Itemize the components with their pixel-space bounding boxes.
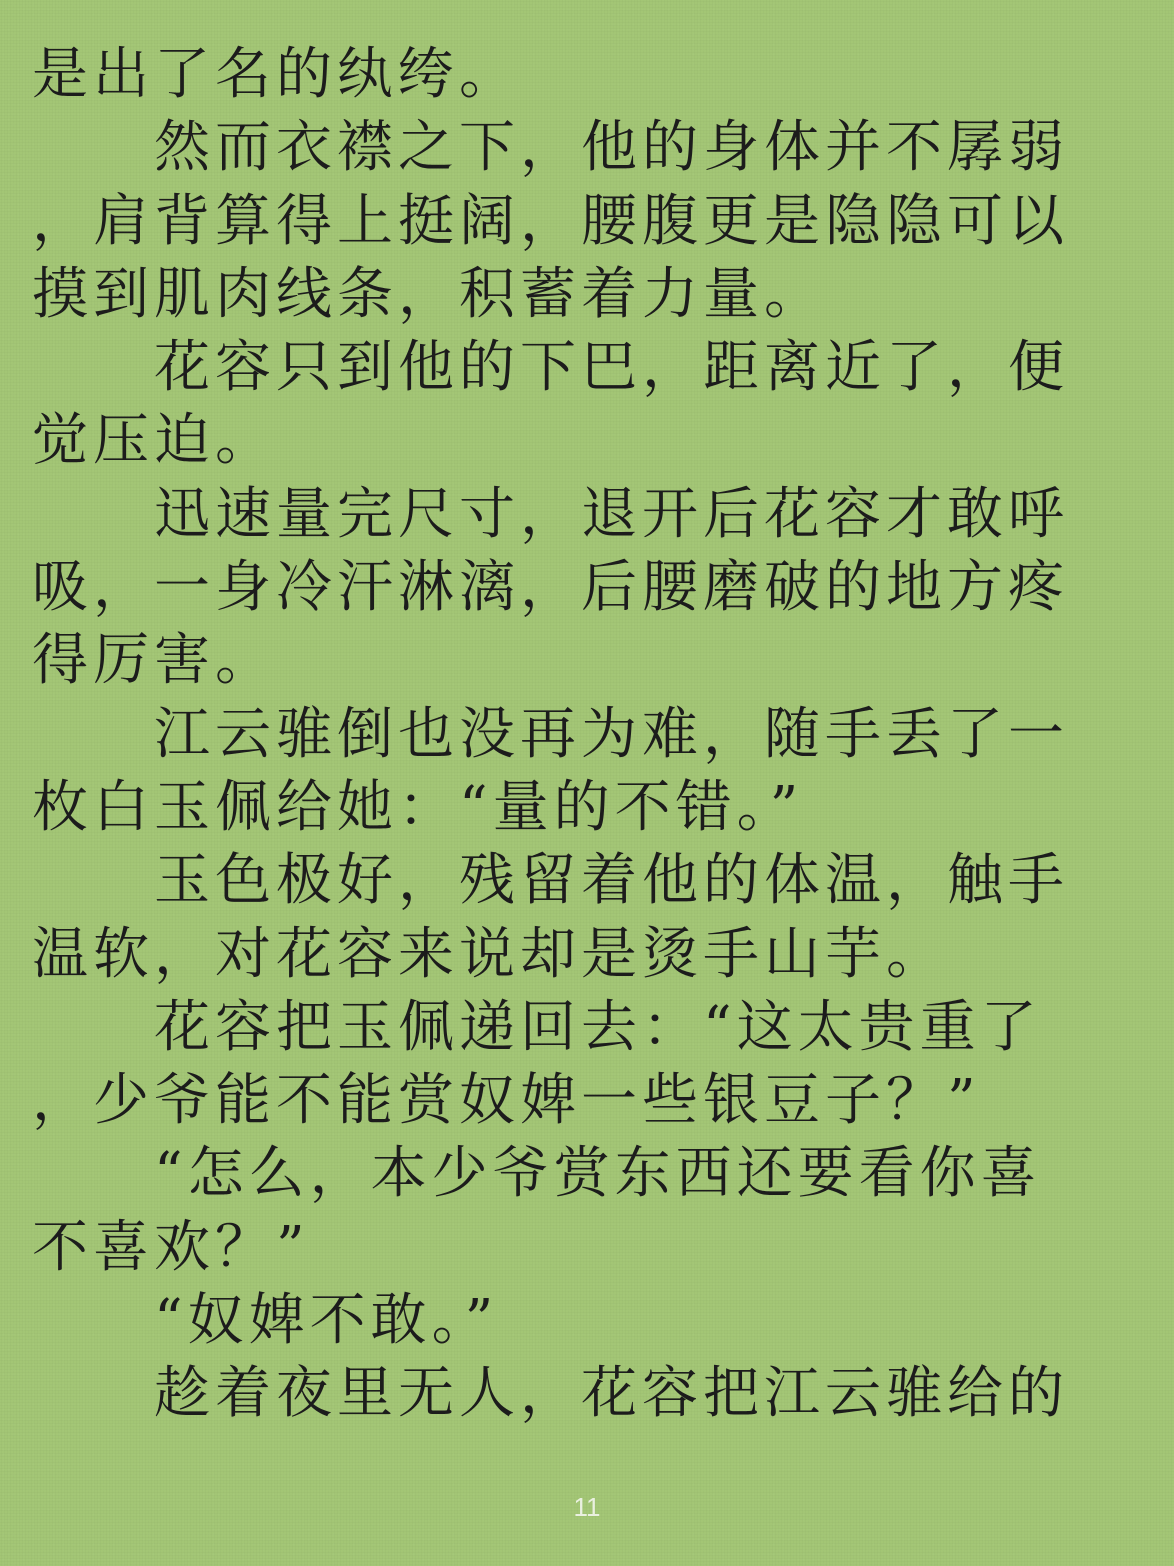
- text-line: ，肩背算得上挺阔，腰腹更是隐隐可以: [32, 188, 1069, 254]
- text-line: 花容把玉佩递回去：“这太贵重了: [32, 994, 1042, 1060]
- text-line: 得厉害。: [32, 628, 276, 694]
- text-line: 趁着夜里无人，花容把江云骓给的: [32, 1361, 1069, 1427]
- text-line: 吸，一身冷汗淋漓，后腰磨破的地方疼: [32, 555, 1069, 621]
- text-line: “怎么，本少爷赏东西还要看你喜: [32, 1141, 1042, 1207]
- text-line: 然而衣襟之下，他的身体并不孱弱: [32, 115, 1069, 181]
- text-line: 是出了名的纨绔。: [32, 42, 520, 107]
- text-block: [32, 38, 1142, 1431]
- text-line: 觉压迫。: [32, 408, 276, 474]
- text-line: 玉色极好，残留着他的体温，触手: [32, 848, 1069, 914]
- text-line: “奴婢不敢。”: [32, 1288, 499, 1354]
- text-line: ，少爷能不能赏奴婢一些银豆子？”: [32, 1068, 981, 1134]
- text-line: 枚白玉佩给她：“量的不错。”: [32, 774, 804, 840]
- page-number: 11: [573, 1492, 601, 1522]
- text-line: 温软，对花容来说却是烫手山芋。: [32, 921, 947, 987]
- text-line: 不喜欢？”: [32, 1214, 310, 1280]
- text-line: 摸到肌肉线条，积蓄着力量。: [32, 261, 825, 327]
- text-line: 江云骓倒也没再为难，随手丢了一: [32, 701, 1069, 767]
- text-line: 花容只到他的下巴，距离近了，便: [32, 335, 1069, 401]
- text-line: 迅速量完尺寸，退开后花容才敢呼: [32, 481, 1069, 547]
